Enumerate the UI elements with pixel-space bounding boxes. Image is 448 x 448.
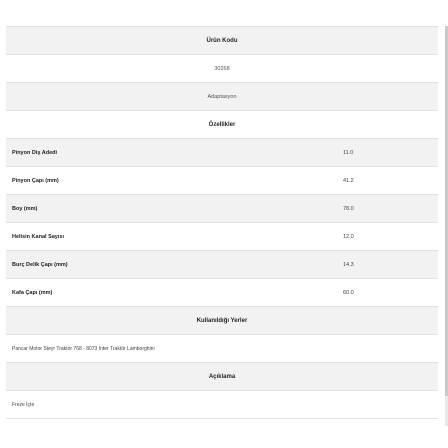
feature-label: Helisin Kanal Sayısı <box>12 233 64 240</box>
usage-text: Pancar Motor Steyr Traktör 768 - 8073 Inter Traktör Lamborghini <box>12 345 155 352</box>
feature-label: Kafa Çapı (mm) <box>12 289 53 296</box>
adaptation-label: Adaptasyon <box>207 93 237 100</box>
description-text: Freze İçte <box>12 401 35 408</box>
usage-header-row <box>6 307 438 335</box>
feature-label: Pinyon Diş Adedi <box>12 149 58 156</box>
feature-row <box>6 279 438 307</box>
product-code-header-row <box>6 27 438 55</box>
usage-row <box>6 335 438 363</box>
features-header-row <box>6 111 438 139</box>
adaptation-row <box>6 83 438 111</box>
feature-value: 11.0 <box>343 149 354 156</box>
feature-value: 12.0 <box>343 233 354 240</box>
description-header-row <box>6 363 438 391</box>
feature-label: Boy (mm) <box>12 205 38 212</box>
feature-row <box>6 167 438 195</box>
product-code-row <box>6 55 438 83</box>
product-code-value: 30268 <box>214 65 230 72</box>
feature-row <box>6 139 438 167</box>
feature-row <box>6 195 438 223</box>
description-row <box>6 391 438 419</box>
feature-value: 78.0 <box>343 205 354 212</box>
feature-value: 41.2 <box>343 177 354 184</box>
feature-row <box>6 251 438 279</box>
feature-value: 60.0 <box>343 289 354 296</box>
product-spec-table <box>6 26 438 419</box>
feature-value: 14.3 <box>343 261 354 268</box>
features-header: Özellikler <box>208 121 236 128</box>
usage-header: Kullanıldığı Yerler <box>196 317 248 324</box>
product-code-header: Ürün Kodu <box>206 37 238 44</box>
feature-row <box>6 223 438 251</box>
feature-label: Burç Delik Çapı (mm) <box>12 261 68 268</box>
feature-label: Pinyon Çapı (mm) <box>12 177 59 184</box>
description-header: Açıklama <box>208 373 236 380</box>
